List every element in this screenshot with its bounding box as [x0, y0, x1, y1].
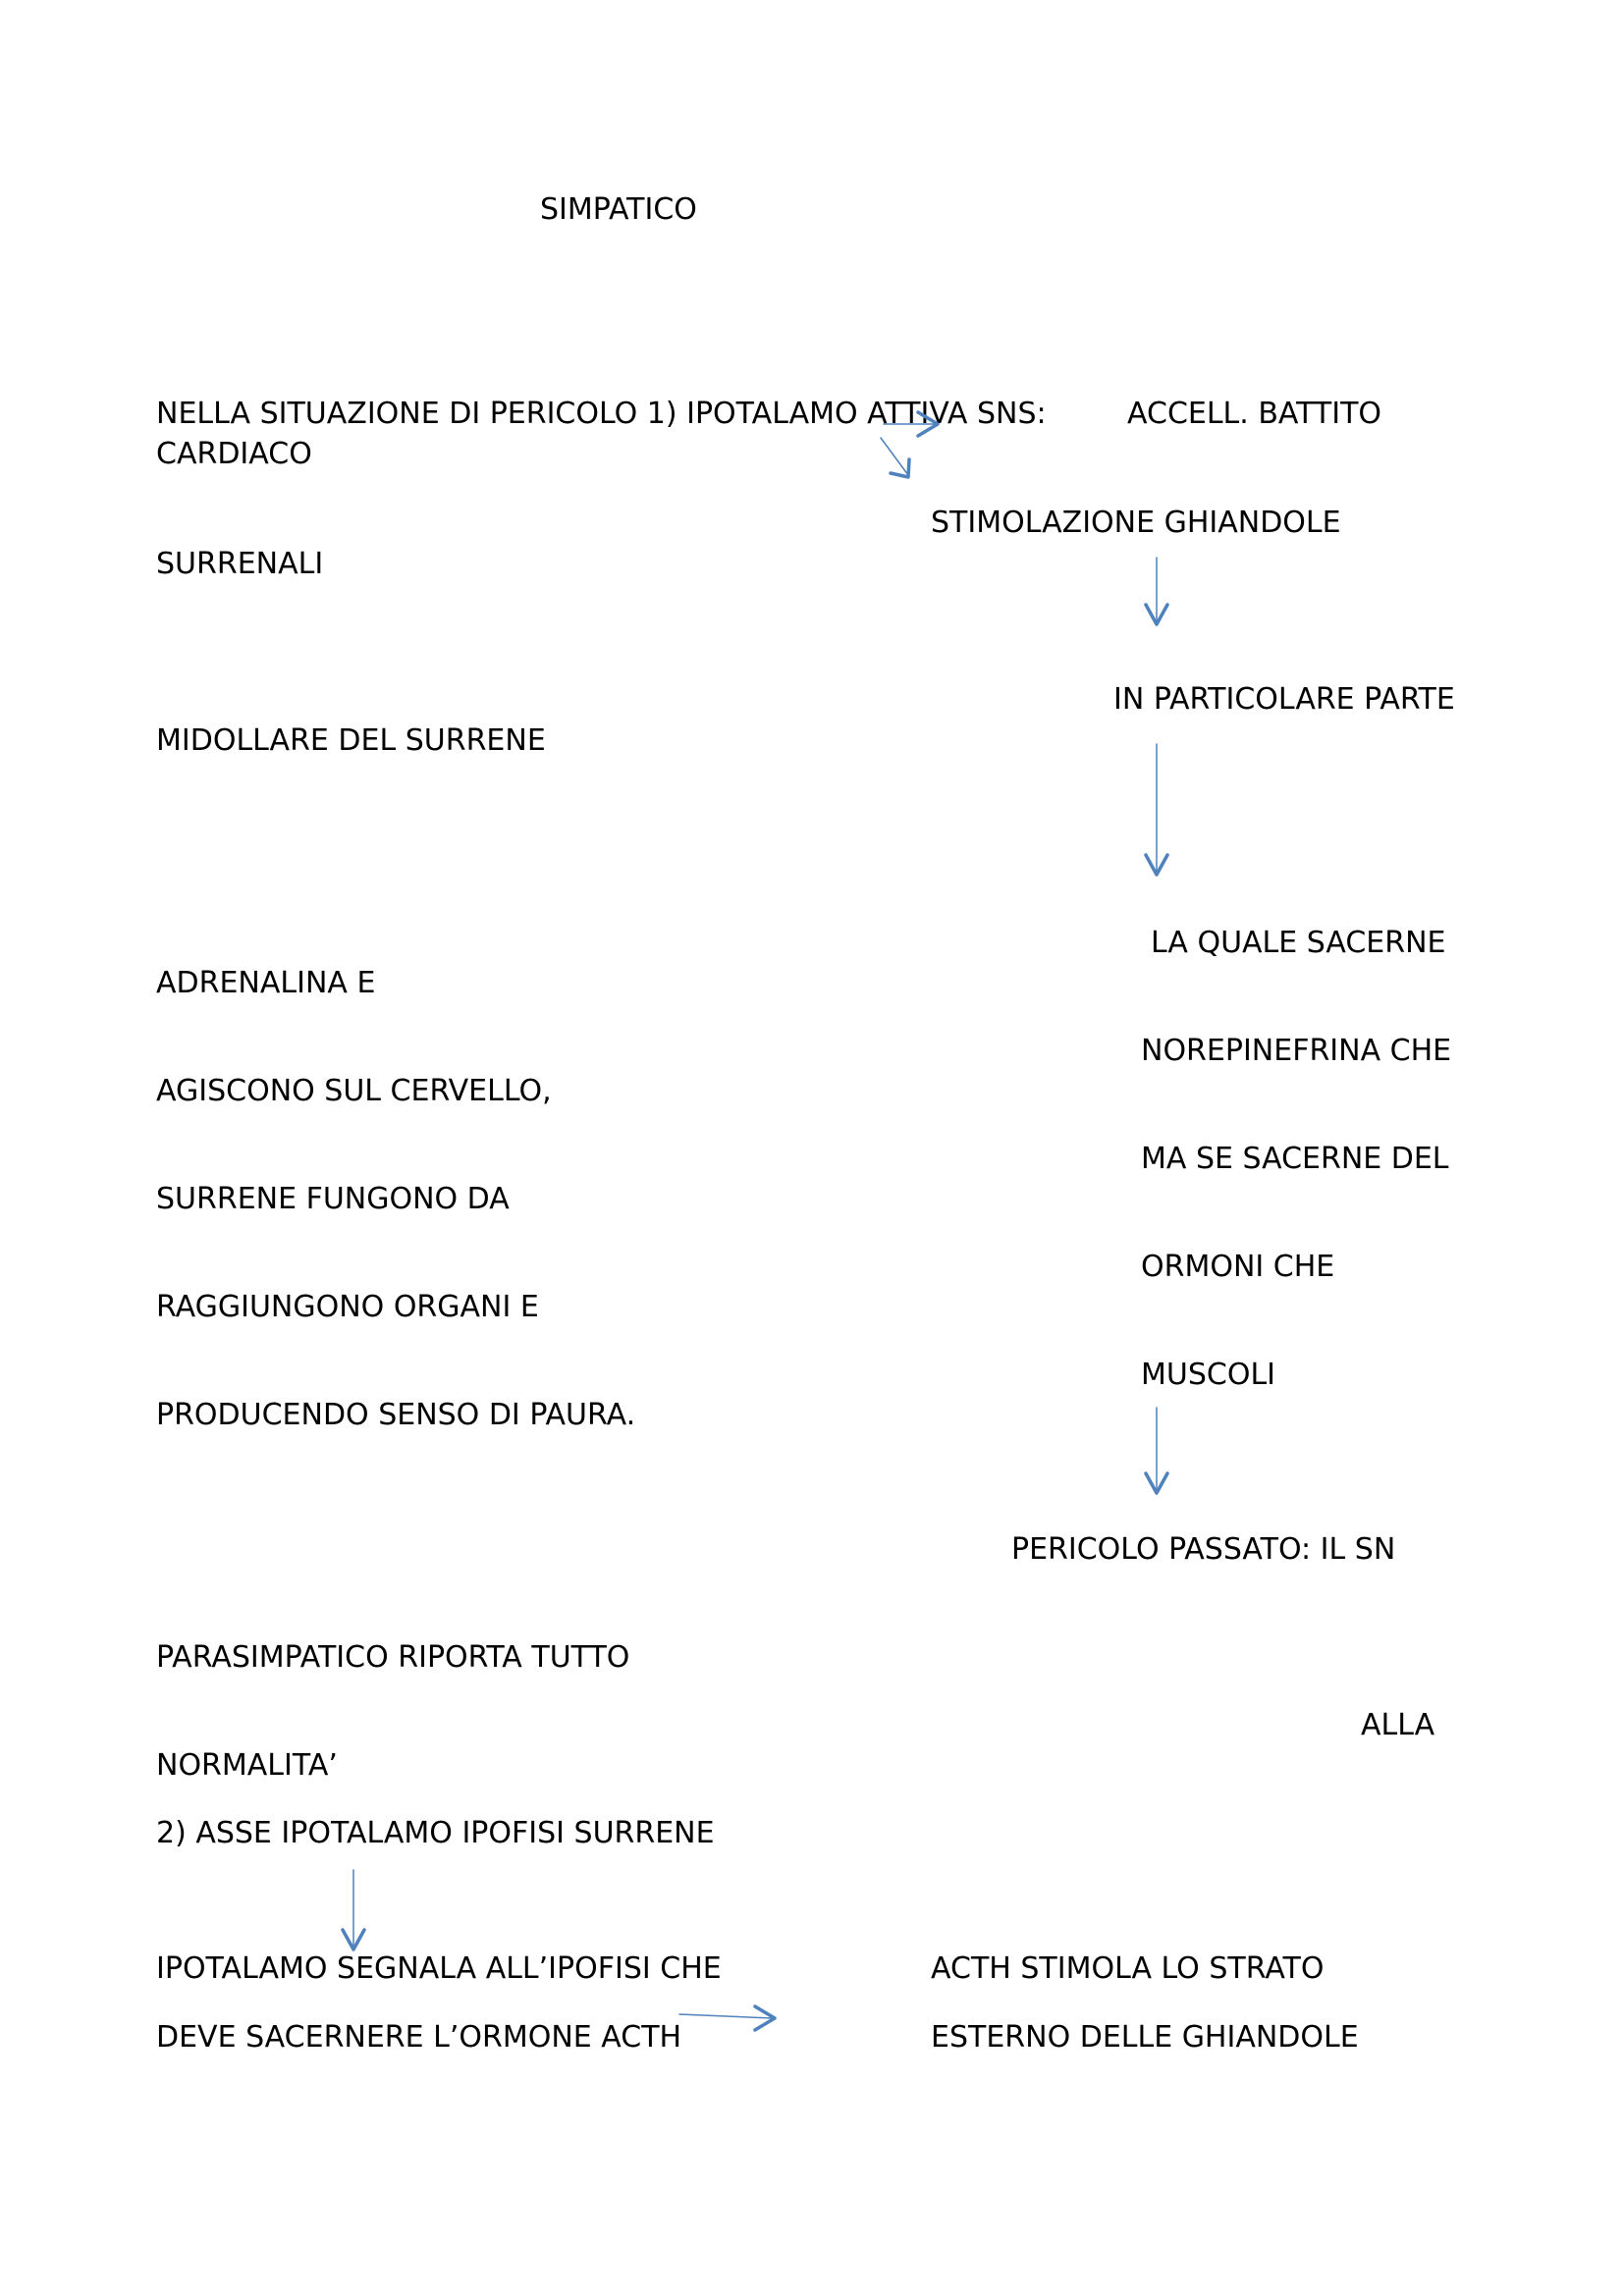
text-line-1-left: NELLA SITUAZIONE DI PERICOLO 1) IPOTALAMO ATTIVA SNS:	[156, 397, 1047, 431]
arrow-down-icon	[343, 1870, 364, 1949]
text-surrenali: SURRENALI	[156, 547, 324, 581]
text-asse: 2) ASSE IPOTALAMO IPOFISI SURRENE	[156, 1816, 715, 1850]
text-line-2: CARDIACO	[156, 437, 312, 471]
text-la-quale: LA QUALE SACERNE	[1151, 926, 1446, 960]
text-muscoli: MUSCOLI	[1141, 1358, 1276, 1392]
text-parasimpatico: PARASIMPATICO RIPORTA TUTTO	[156, 1640, 630, 1675]
text-normalita: NORMALITA’	[156, 1748, 338, 1783]
text-esterno: ESTERNO DELLE GHIANDOLE	[931, 2020, 1359, 2055]
text-surrene-fungono: SURRENE FUNGONO DA	[156, 1182, 510, 1216]
text-agiscono: AGISCONO SUL CERVELLO,	[156, 1074, 552, 1108]
arrow-down-icon	[1146, 1408, 1167, 1493]
arrow-down-icon	[1146, 558, 1167, 624]
text-acth-stimola: ACTH STIMOLA LO STRATO	[931, 1951, 1325, 1986]
text-alla: ALLA	[1361, 1708, 1435, 1742]
text-producendo: PRODUCENDO SENSO DI PAURA.	[156, 1398, 636, 1432]
page-title: SIMPATICO	[540, 192, 697, 227]
text-in-particolare: IN PARTICOLARE PARTE	[1113, 682, 1455, 717]
arrow-down-right-icon	[881, 438, 909, 477]
text-pericolo-passato: PERICOLO PASSATO: IL SN	[1011, 1532, 1396, 1567]
text-midollare: MIDOLLARE DEL SURRENE	[156, 723, 546, 758]
text-ormoni: ORMONI CHE	[1141, 1250, 1335, 1284]
arrow-down-icon	[1146, 744, 1167, 875]
text-deve-sacernere: DEVE SACERNERE L’ORMONE ACTH	[156, 2020, 682, 2055]
text-line-1-right: ACCELL. BATTITO	[1127, 397, 1382, 431]
arrow-right-icon	[679, 2006, 775, 2030]
text-adrenalina: ADRENALINA E	[156, 966, 376, 1000]
text-ipotalamo-segnala: IPOTALAMO SEGNALA ALL’IPOFISI CHE	[156, 1951, 722, 1986]
text-stimolazione: STIMOLAZIONE GHIANDOLE	[931, 506, 1341, 540]
text-raggiungono: RAGGIUNGONO ORGANI E	[156, 1290, 539, 1324]
text-norepinefrina: NOREPINEFRINA CHE	[1141, 1034, 1452, 1068]
text-ma-se: MA SE SACERNE DEL	[1141, 1142, 1449, 1176]
